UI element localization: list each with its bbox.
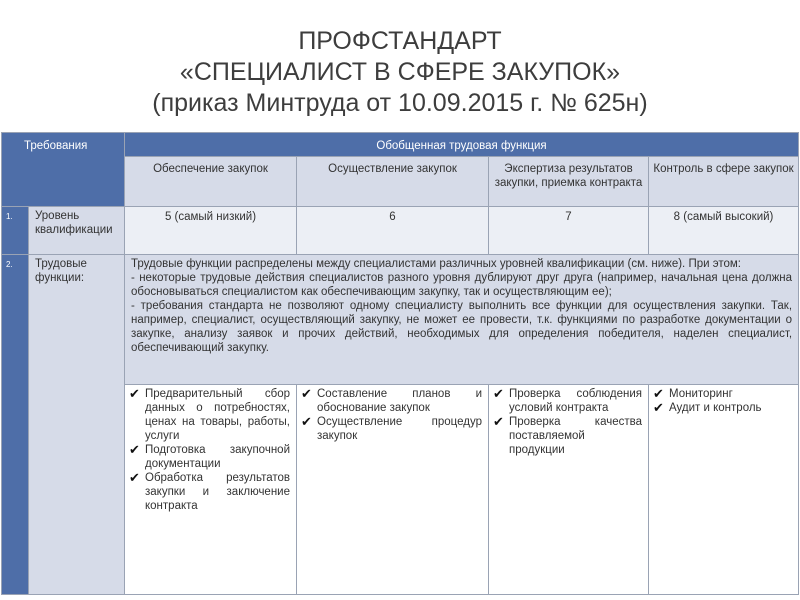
checkmark-icon: ✔ — [129, 470, 140, 485]
checkmark-icon: ✔ — [129, 386, 140, 401]
checkmark-icon: ✔ — [301, 386, 312, 401]
function-item — [301, 387, 482, 415]
checkmark-icon: ✔ — [653, 386, 664, 401]
function-item-text: Проверка качества поставляемой продукции — [509, 416, 642, 456]
subheader-execution: Осуществление закупок — [297, 157, 489, 207]
function-item — [301, 415, 482, 443]
row-label-functions: Трудовые функции: — [29, 255, 125, 595]
functions-column — [125, 385, 297, 595]
description-line: - некоторые трудовые действия специалистов разного уровня дублируют друг друга (например, начальная цена должна обосновываться специалистом как обеспечивающим закупку, так и осуществляющим ее); — [131, 272, 793, 298]
description-line: Трудовые функции распределены между специалистами различных уровней квалификации (см. ниже). При этом: — [131, 258, 741, 270]
header-requirements: Требования — [2, 133, 125, 207]
title-line-1: ПРОФСТАНДАРТ — [298, 27, 502, 55]
subheader-expertise: Экспертиза результатов закупки, приемка контракта — [489, 157, 649, 207]
function-item-text: Предварительный сбор данных о потребностях, ценах на товары, работы, услуги — [145, 388, 290, 442]
function-item — [129, 471, 290, 513]
function-item-text: Осуществление процедур закупок — [317, 416, 482, 442]
level-cell: 7 — [489, 207, 649, 255]
row-number: 1. — [2, 207, 29, 255]
title-line-3: (приказ Минтруда от 10.09.2015 г. № 625н) — [152, 89, 648, 117]
functions-column — [297, 385, 489, 595]
function-item-text: Составление планов и обоснование закупок — [317, 388, 482, 414]
function-item-text: Мониторинг — [669, 388, 733, 400]
row-label-qualification: Уровень квалификации — [29, 207, 125, 255]
function-item — [129, 443, 290, 471]
level-cell: 6 — [297, 207, 489, 255]
function-item — [129, 387, 290, 443]
checkmark-icon: ✔ — [301, 414, 312, 429]
profstandard-table — [1, 132, 799, 595]
function-item-text: Подготовка закупочной документации — [145, 444, 290, 470]
description-text — [131, 257, 792, 355]
function-item — [493, 415, 642, 457]
function-item — [653, 401, 792, 415]
title-line-2: «СПЕЦИАЛИСТ В СФЕРЕ ЗАКУПОК» — [179, 58, 621, 86]
description-line: - требования стандарта не позволяют одному специалисту выполнить все функции для осуществления закупки. Так, например, специалист, осуществляющий закупку, не может ее провести, т.к. функциями по разработке документации о закупке, анализу заявок и прочих действий, необходимых для определения победителя, наделен специалист, обеспечивающий закупку. — [131, 300, 793, 354]
checkmark-icon: ✔ — [129, 442, 140, 457]
header-labor-function: Обобщенная трудовая функция — [125, 133, 799, 157]
function-item-text: Обработка результатов закупки и заключение контракта — [145, 472, 290, 512]
function-item — [653, 387, 792, 401]
function-item — [493, 387, 642, 415]
subheader-provision: Обеспечение закупок — [125, 157, 297, 207]
functions-column — [649, 385, 799, 595]
function-item-text: Проверка соблюдения условий контракта — [509, 388, 642, 414]
functions-description — [125, 255, 799, 385]
level-cell: 8 (самый высокий) — [649, 207, 799, 255]
function-item-text: Аудит и контроль — [669, 402, 762, 414]
page-title — [0, 26, 800, 119]
level-cell: 5 (самый низкий) — [125, 207, 297, 255]
row-number: 2. — [2, 255, 29, 595]
checkmark-icon: ✔ — [493, 414, 504, 429]
checkmark-icon: ✔ — [493, 386, 504, 401]
checkmark-icon: ✔ — [653, 400, 664, 415]
functions-column — [489, 385, 649, 595]
subheader-control: Контроль в сфере закупок — [649, 157, 799, 207]
